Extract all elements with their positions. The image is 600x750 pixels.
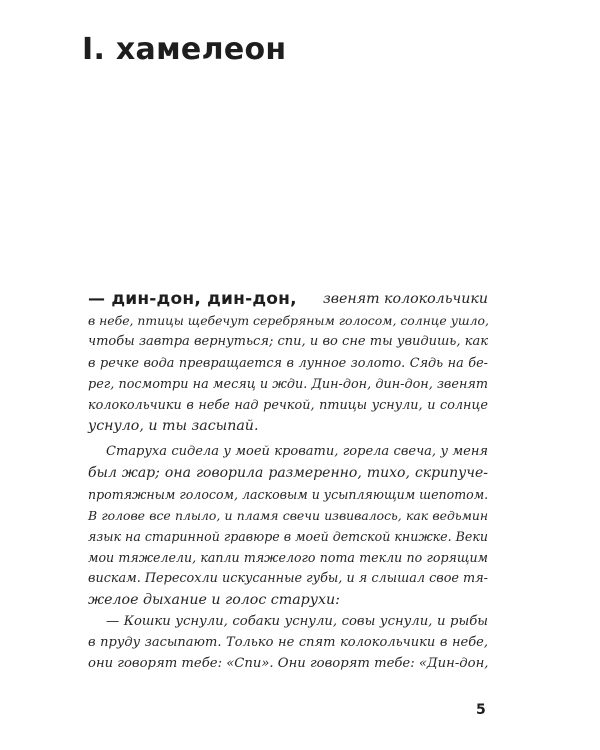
text-line	[88, 289, 488, 310]
page-number: 5	[476, 702, 486, 718]
line-text: рег, посмотри на месяц и жди. Дин-дон, дин-дон, звенят	[88, 376, 488, 392]
line-text: в небе, птицы щебечут серебряным голосом, солнце ушло,	[88, 313, 489, 329]
text-line	[88, 484, 488, 505]
line-text: они говорят тебе: «Спи». Они говорят тебе: «Дин-дон,	[88, 656, 489, 672]
line-text: — Кошки уснули, собаки уснули, совы уснули, и рыбы	[106, 613, 488, 629]
line-text: протяжным голосом, ласковым и усыпляющим шепотом.	[88, 486, 489, 502]
text-line	[88, 547, 488, 568]
line-text: вискам. Пересохли искусанные губы, и я слышал свое тя-	[88, 571, 488, 587]
body-text	[88, 289, 488, 674]
line-text: желое дыхание и голос старухи:	[88, 591, 340, 608]
lead-in-heading: — дин-дон, дин-дон,	[88, 289, 297, 309]
text-line	[88, 653, 488, 674]
text-line	[88, 505, 488, 526]
line-text: колокольчики в небе над речкой, птицы уснули, и солнце	[88, 397, 488, 413]
line-text: был жар; она говорила размеренно, тихо, скрипуче-	[88, 464, 488, 481]
text-line	[88, 310, 488, 331]
text-line	[88, 463, 488, 484]
text-line	[88, 568, 488, 589]
line-text: язык на старинной гравюре в моей детской книжке. Веки	[88, 529, 488, 545]
text-line	[88, 416, 488, 437]
text-line	[88, 331, 488, 352]
line-text: в пруду засыпают. Только не спят колокольчики в небе,	[88, 635, 488, 650]
line-text: в речке вода превращается в лунное золото. Сядь на бе-	[88, 355, 488, 371]
line-text: чтобы завтра вернуться; спи, и во сне ты увидишь, как	[88, 334, 488, 350]
text-line	[88, 441, 488, 462]
line-text: В голове все плыло, и пламя свечи извивалось, как ведьмин	[88, 507, 488, 523]
text-line	[88, 374, 488, 395]
line-text: звенят колокольчики	[322, 291, 488, 307]
line-text: мои тяжелели, капли тяжелого пота текли по горящим	[88, 550, 488, 566]
text-line	[88, 395, 488, 416]
text-line	[88, 353, 488, 374]
text-line	[88, 590, 488, 611]
line-text: уснуло, и ты засыпай.	[88, 418, 259, 435]
line-text: Старуха сидела у моей кровати, горела свеча, у меня	[106, 444, 488, 460]
text-line	[88, 526, 488, 547]
chapter-title: I. хамелеон	[82, 32, 287, 67]
text-line	[88, 611, 488, 632]
text-line	[88, 632, 488, 653]
